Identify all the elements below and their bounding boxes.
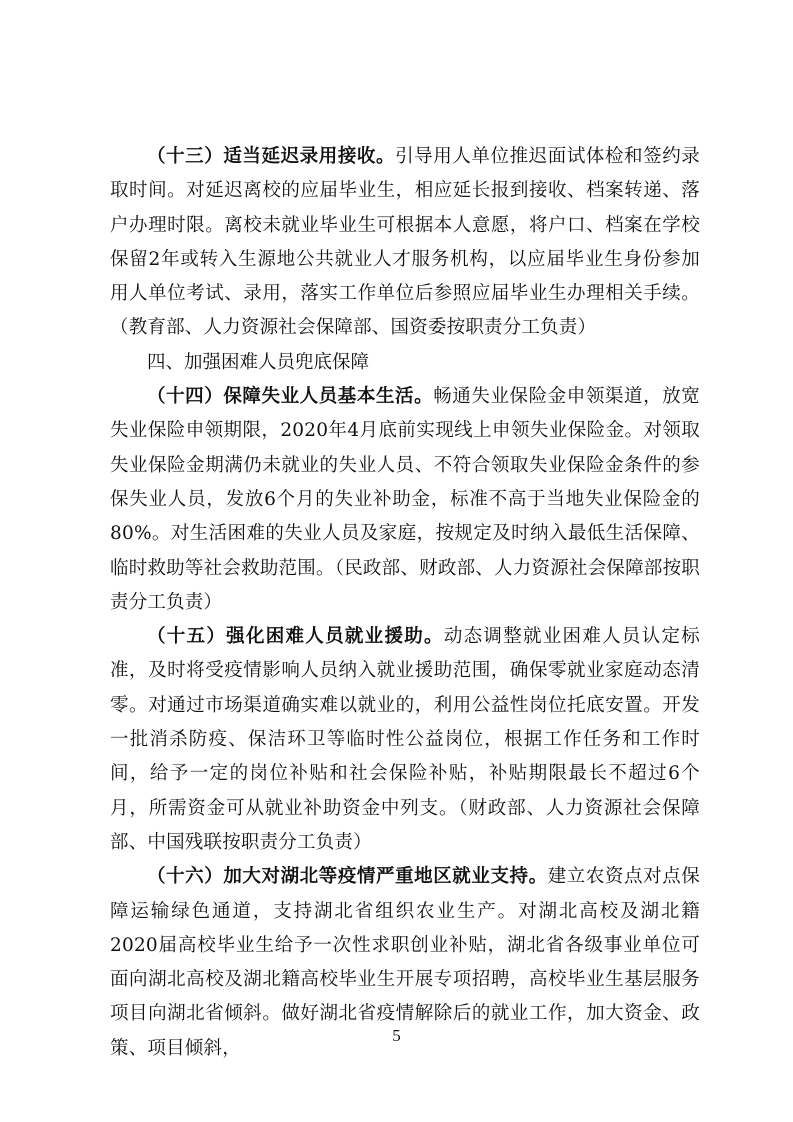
paragraph-16-lead: （十六）加大对湖北等疫情严重地区就业支持。	[147, 866, 548, 888]
paragraph-13	[110, 140, 700, 346]
paragraph-15	[110, 620, 700, 860]
paragraph-13-text: 引导用人单位推迟面试体检和签约录取时间。对延迟离校的应届毕业生，相应延长报到接收、档案转递、落户办理时限。离校未就业毕业生可根据本人意愿，将户口、档案在学校保留2年或转入生源地公共就业人才服务机构，以应届毕业生身份参加用人单位考试、录用，落实工作单位后参照应届毕业生办理相关手续。（教育部、人力资源社会保障部、国资委按职责分工负责）	[110, 146, 701, 339]
section-heading-4: 四、加强困难人员兜底保障	[147, 351, 370, 373]
paragraph-14	[110, 380, 700, 620]
page-number: 5	[392, 1026, 401, 1045]
paragraph-14-lead: （十四）保障失业人员基本生活。	[147, 386, 434, 408]
paragraph-13-lead: （十三）适当延迟录用接收。	[147, 146, 396, 167]
paragraph-15-lead: （十五）强化困难人员就业援助。	[147, 626, 444, 648]
paragraph-14-text: 畅通失业保险金申领渠道，放宽失业保险申领期限，2020年4月底前实现线上申领失业保险金。对领取失业保险金期满仍未就业的失业人员、不符合领取失业保险金条件的参保失业人员，发放6个月的失业补助金，标准不高于当地失业保险金的80%。对生活困难的失业人员及家庭，按规定及时纳入最低生活保障、临时救助等社会救助范围。（民政部、财政部、人力资源社会保障部按职责分工负责）	[110, 386, 700, 613]
document-body	[110, 140, 700, 1066]
paragraph-15-text: 动态调整就业困难人员认定标准，及时将受疫情影响人员纳入就业援助范围，确保零就业家庭动态清零。对通过市场渠道确实难以就业的，利用公益性岗位托底安置。开发一批消杀防疫、保洁环卫等临时性公益岗位，根据工作任务和工作时间，给予一定的岗位补贴和社会保险补贴，补贴期限最长不超过6个月，所需资金可从就业补助资金中列支。（财政部、人力资源社会保障部、中国残联按职责分工负责）	[110, 626, 700, 853]
paragraph-16-text: 建立农资点对点保障运输绿色通道，支持湖北省组织农业生产。对湖北高校及湖北籍2020届高校毕业生给予一次性求职创业补贴，湖北省各级事业单位可面向湖北高校及湖北籍高校毕业生开展专项招聘，高校毕业生基层服务项目向湖北省倾斜。做好湖北省疫情解除后的就业工作，加大资金、政策、项目倾斜，	[110, 866, 700, 1059]
